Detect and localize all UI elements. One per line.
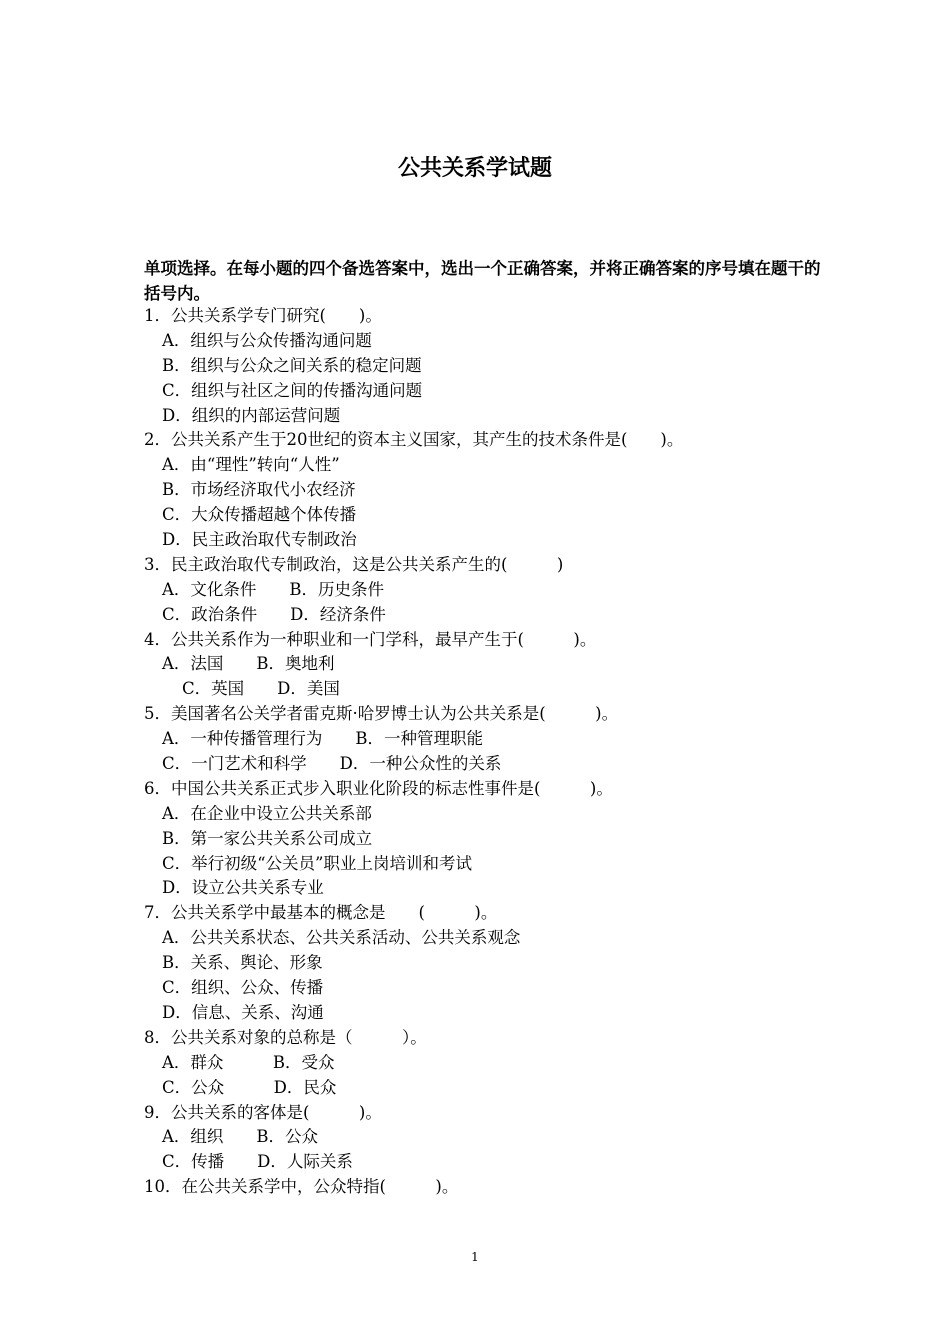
option-line: D．设立公共关系专业 <box>162 878 324 898</box>
section-instructions: 单项选择。在每小题的四个备选答案中，选出一个正确答案，并将正确答案的序号填在题干的括号内。 <box>144 259 821 303</box>
page-title: 公共关系学试题 <box>397 156 552 181</box>
option-line: C．公众 D．民众 <box>162 1077 337 1097</box>
option-line: B．组织与公众之间关系的稳定问题 <box>162 355 422 375</box>
option-line: B．关系、舆论、形象 <box>162 953 323 973</box>
question-4: 4．公共关系作为一种职业和一门学科，最早产生于( )。 <box>144 629 597 649</box>
page-number: 1 <box>471 1250 479 1264</box>
option-line: B．市场经济取代小农经济 <box>162 480 356 500</box>
option-line: A．由“理性”转向“人性” <box>162 455 340 475</box>
option-line: D．信息、关系、沟通 <box>162 1002 324 1022</box>
question-3: 3．民主政治取代专制政治，这是公共关系产生的( ) <box>144 554 564 574</box>
option-line: C．政治条件 D．经济条件 <box>162 604 386 624</box>
option-line: C．英国 D．美国 <box>182 679 340 699</box>
option-line: C．大众传播超越个体传播 <box>162 505 357 525</box>
option-line: B．第一家公共关系公司成立 <box>162 828 373 848</box>
option-line: C．一门艺术和科学 D．一种公众性的关系 <box>162 754 502 774</box>
question-10: 10．在公共关系学中，公众特指( )。 <box>144 1177 459 1197</box>
option-line: C．举行初级“公关员”职业上岗培训和考试 <box>162 853 472 873</box>
option-line: D．组织的内部运营问题 <box>162 405 341 425</box>
option-line: A．组织 B．公众 <box>162 1127 319 1147</box>
question-6: 6．中国公共关系正式步入职业化阶段的标志性事件是( )。 <box>144 778 613 798</box>
option-line: C．组织、公众、传播 <box>162 978 324 998</box>
option-line: A．组织与公众传播沟通问题 <box>162 330 372 350</box>
question-7: 7．公共关系学中最基本的概念是 ( )。 <box>144 903 498 923</box>
option-line: C．组织与社区之间的传播沟通问题 <box>162 380 423 400</box>
option-line: C．传播 D．人际关系 <box>162 1152 353 1172</box>
option-line: A．在企业中设立公共关系部 <box>162 803 372 823</box>
option-line: A．群众 B．受众 <box>162 1052 335 1072</box>
option-line: D．民主政治取代专制政治 <box>162 530 357 550</box>
question-8: 8．公共关系对象的总称是（ ）。 <box>144 1027 427 1047</box>
question-2: 2．公共关系产生于20世纪的资本主义国家，其产生的技术条件是( )。 <box>144 430 684 450</box>
option-line: A．公共关系状态、公共关系活动、公共关系观念 <box>162 928 521 948</box>
question-list <box>144 304 844 1200</box>
question-9: 9．公共关系的客体是( )。 <box>144 1102 382 1122</box>
option-line: A．文化条件 B．历史条件 <box>162 579 385 599</box>
option-line: A．法国 B．奥地利 <box>162 654 335 674</box>
question-5: 5．美国著名公关学者雷克斯·哈罗博士认为公共关系是( )。 <box>144 704 619 724</box>
question-1: 1．公共关系学专门研究( )。 <box>144 306 382 325</box>
option-line: A．一种传播管理行为 B．一种管理职能 <box>162 729 484 749</box>
